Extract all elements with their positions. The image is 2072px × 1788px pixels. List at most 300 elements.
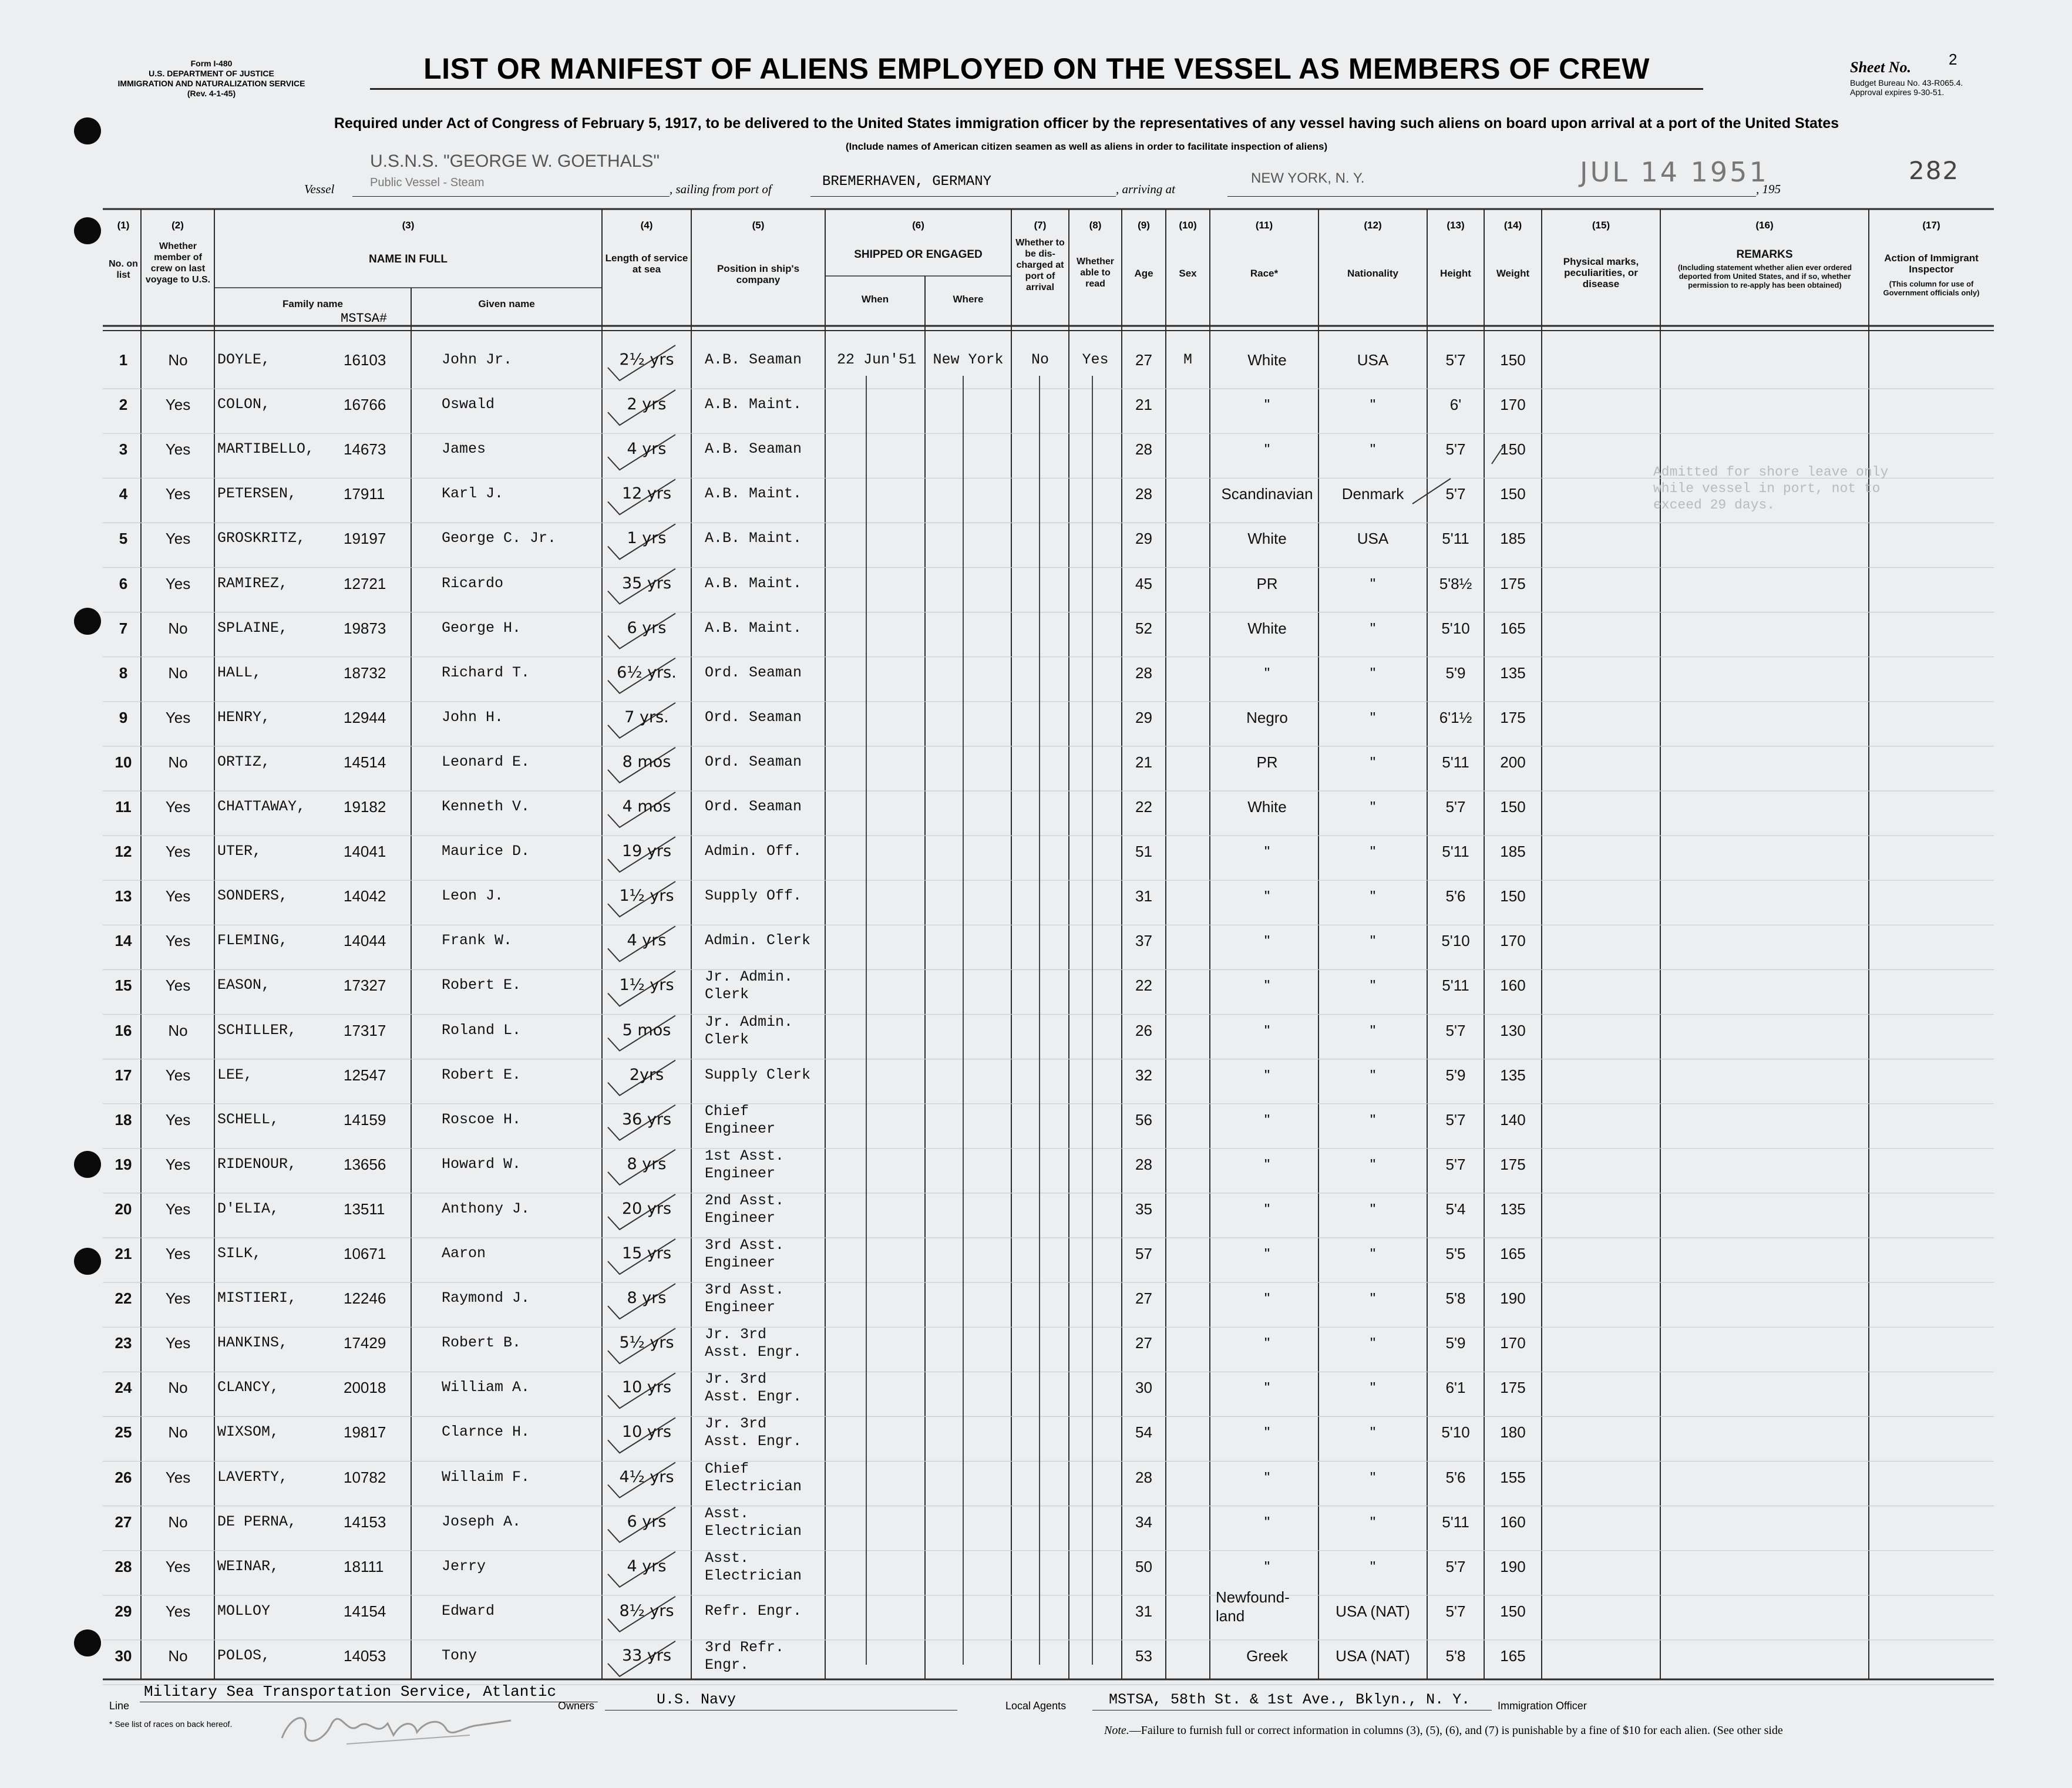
- last-voyage: Yes: [165, 708, 191, 726]
- mstsa-number: 14159: [344, 1110, 386, 1129]
- mstsa-number: 16766: [344, 396, 386, 414]
- height: 6'1: [1445, 1379, 1466, 1397]
- mstsa-number: 13656: [344, 1155, 386, 1173]
- position-line: Jr. 3rd: [705, 1371, 767, 1388]
- weight: 175: [1500, 1379, 1526, 1397]
- height: 5'8: [1445, 1646, 1466, 1665]
- length-of-service: 1½ yrs: [619, 976, 674, 995]
- row-number: 13: [115, 887, 132, 905]
- height: 5'11: [1442, 1513, 1469, 1531]
- row-number: 9: [119, 708, 128, 726]
- nationality: ": [1370, 798, 1376, 816]
- last-voyage: Yes: [165, 396, 191, 414]
- age: 30: [1135, 1379, 1152, 1397]
- page-title: LIST OR MANIFEST OF ALIENS EMPLOYED ON THE VESSEL AS MEMBERS OF CREW: [423, 52, 1650, 85]
- race: ": [1264, 977, 1270, 995]
- family-name: GROSKRITZ,: [217, 530, 306, 547]
- last-voyage: Yes: [165, 977, 191, 995]
- family-name: MISTIERI,: [217, 1289, 297, 1307]
- mstsa-number: 14053: [344, 1646, 386, 1665]
- family-name: ORTIZ,: [217, 753, 271, 770]
- weight: 170: [1500, 932, 1526, 950]
- mstsa-number: 18111: [344, 1557, 384, 1575]
- row-number: 6: [119, 574, 128, 592]
- last-voyage: Yes: [165, 932, 191, 950]
- age: 28: [1135, 664, 1152, 682]
- height: 5'9: [1445, 1334, 1466, 1352]
- position-line: Asst. Engr.: [705, 1433, 802, 1450]
- weight: 150: [1500, 351, 1526, 369]
- age: 21: [1135, 753, 1152, 771]
- given-name: Leon J.: [442, 887, 504, 905]
- header-shipped-where: Where: [953, 294, 984, 305]
- age: 27: [1135, 351, 1152, 369]
- mstsa-number: 17327: [344, 977, 386, 995]
- sex: M: [1183, 351, 1192, 368]
- race: ": [1264, 1066, 1270, 1084]
- col-num-6: (6): [912, 220, 924, 231]
- header-weight: Weight: [1496, 268, 1530, 279]
- table-row: [0, 836, 2072, 880]
- row-number: 27: [115, 1513, 132, 1531]
- length-of-service: 6½ yrs.: [617, 663, 677, 682]
- weight: 175: [1500, 574, 1526, 592]
- length-of-service: 7 yrs.: [624, 708, 669, 726]
- weight: 185: [1500, 843, 1526, 861]
- row-number: 4: [119, 485, 128, 503]
- height: 5'7: [1445, 798, 1466, 816]
- race: Scandinavian: [1221, 485, 1313, 503]
- col-num-1: (1): [117, 220, 130, 231]
- race: ": [1264, 1379, 1270, 1397]
- row-number: 16: [115, 1021, 132, 1039]
- last-voyage: Yes: [165, 1289, 191, 1308]
- race: ": [1264, 1289, 1270, 1308]
- given-name: Maurice D.: [442, 843, 530, 860]
- race: Negro: [1246, 708, 1288, 726]
- row-number: 2: [119, 396, 128, 414]
- race: ": [1264, 1110, 1270, 1129]
- table-row: [0, 1372, 2072, 1416]
- nationality: ": [1370, 932, 1376, 950]
- table-row: [0, 1640, 2072, 1685]
- weight: 165: [1500, 619, 1526, 637]
- last-voyage: Yes: [165, 1110, 191, 1129]
- able-to-read: Yes: [1082, 351, 1109, 368]
- table-row: [0, 568, 2072, 612]
- family-name: WEINAR,: [217, 1557, 280, 1575]
- row-number: 10: [115, 753, 132, 771]
- table-row: [0, 1506, 2072, 1551]
- table-row: [0, 925, 2072, 969]
- mstsa-number: 12944: [344, 708, 386, 726]
- family-name: POLOS,: [217, 1646, 271, 1664]
- include-statement: (Include names of American citizen seamen as well as aliens in order to facilitate inspection of aliens): [845, 141, 1328, 152]
- row-number: 25: [115, 1423, 132, 1442]
- age: 45: [1135, 574, 1152, 592]
- col-num-12: (12): [1364, 220, 1382, 231]
- height: 5'7: [1445, 1602, 1466, 1620]
- height: 5'7: [1445, 1557, 1466, 1575]
- footer-agents-label: Local Agents: [1005, 1700, 1067, 1712]
- age: 21: [1135, 396, 1152, 414]
- nationality: ": [1370, 977, 1376, 995]
- given-name: Karl J.: [442, 485, 504, 503]
- position: A.B. Maint.: [705, 574, 802, 592]
- height: 5'10: [1441, 1423, 1470, 1442]
- position-line: 3rd Asst.: [705, 1237, 785, 1254]
- position: A.B. Seaman: [705, 351, 802, 368]
- length-of-service: 20 yrs: [621, 1199, 672, 1218]
- race: White: [1247, 619, 1287, 637]
- family-name: HALL,: [217, 664, 262, 681]
- weight: 135: [1500, 1066, 1526, 1084]
- nationality: ": [1370, 1289, 1376, 1308]
- race: ": [1264, 1245, 1270, 1262]
- position-line: Engineer: [705, 1164, 776, 1182]
- weight: 170: [1500, 1334, 1526, 1352]
- length-of-service: 19 yrs: [621, 842, 672, 861]
- col-num-11: (11): [1255, 220, 1273, 231]
- length-of-service: 8 yrs: [627, 1154, 667, 1173]
- year-label: , 195: [1756, 182, 1781, 196]
- given-name: Edward: [442, 1602, 495, 1619]
- position-line: 1st Asst.: [705, 1147, 785, 1164]
- family-name: SPLAINE,: [217, 619, 288, 637]
- family-name: FLEMING,: [217, 932, 288, 949]
- length-of-service: 8 mos: [622, 752, 671, 771]
- col-num-2: (2): [171, 220, 184, 231]
- given-name: William A.: [442, 1379, 530, 1396]
- length-of-service: 4 yrs: [627, 931, 667, 950]
- header-name-in-full: NAME IN FULL: [368, 253, 448, 265]
- arrival-date-stamp: JUL 14 1951: [1580, 156, 1769, 188]
- remarks-line: exceed 29 days.: [1653, 497, 1775, 513]
- weight: 200: [1500, 753, 1526, 771]
- footer-officer-label: Immigration Officer: [1498, 1700, 1587, 1712]
- family-name: UTER,: [217, 843, 262, 860]
- col-num-10: (10): [1179, 220, 1197, 231]
- nationality: ": [1370, 664, 1376, 682]
- nationality: ": [1370, 708, 1376, 726]
- mstsa-number: 16103: [344, 351, 386, 369]
- table-row: [0, 880, 2072, 925]
- nationality: Denmark: [1341, 485, 1404, 503]
- age: 22: [1135, 798, 1152, 816]
- mstsa-number: 17429: [344, 1334, 386, 1352]
- header-sex: Sex: [1179, 268, 1197, 279]
- last-voyage: Yes: [165, 485, 191, 503]
- age: 31: [1135, 1602, 1152, 1620]
- race: ": [1264, 1334, 1270, 1352]
- position: A.B. Maint.: [705, 619, 802, 637]
- age: 53: [1135, 1646, 1152, 1665]
- height: 5'6: [1445, 1468, 1466, 1486]
- row-number: 30: [115, 1646, 132, 1665]
- nationality: USA (NAT): [1336, 1646, 1410, 1665]
- family-name: COLON,: [217, 396, 271, 413]
- age: 37: [1135, 932, 1152, 950]
- row-number: 19: [115, 1155, 132, 1173]
- mstsa-number: 14514: [344, 753, 386, 771]
- row-number: 23: [115, 1334, 132, 1352]
- family-name: CHATTAWAY,: [217, 798, 306, 815]
- required-statement: Required under Act of Congress of February 5, 1917, to be delivered to the United States immigration officer by the representatives of any vessel having such aliens on board upon arrival at a port of the United States: [334, 115, 1839, 132]
- position: Admin. Off.: [705, 843, 802, 860]
- col-num-14: (14): [1503, 220, 1522, 231]
- row-number: 1: [119, 351, 128, 369]
- mstsa-number: 17317: [344, 1021, 386, 1039]
- race: White: [1247, 798, 1287, 816]
- table-row: [0, 1238, 2072, 1282]
- height: 5'10: [1441, 619, 1470, 637]
- race: Greek: [1246, 1646, 1288, 1665]
- race: ": [1264, 664, 1270, 682]
- height: 6': [1449, 396, 1462, 414]
- footer-races-note: * See list of races on back hereof.: [109, 1719, 233, 1729]
- nationality: ": [1370, 887, 1376, 905]
- header-family-name: Family name: [282, 298, 343, 309]
- given-name: Kenneth V.: [442, 798, 530, 815]
- nationality: ": [1370, 1557, 1376, 1575]
- row-number: 22: [115, 1289, 132, 1308]
- nationality: ": [1370, 1334, 1376, 1352]
- height: 5'11: [1442, 530, 1469, 548]
- last-voyage: Yes: [165, 1334, 191, 1352]
- last-voyage: Yes: [165, 887, 191, 905]
- position: Ord. Seaman: [705, 753, 802, 770]
- age: 27: [1135, 1334, 1152, 1352]
- header-shipped-when: When: [861, 294, 889, 305]
- given-name: George C. Jr.: [442, 530, 557, 547]
- footer-owners-value: U.S. Navy: [657, 1691, 736, 1708]
- length-of-service: 4 mos: [622, 797, 671, 816]
- length-of-service: 8 yrs: [627, 1289, 667, 1308]
- last-voyage: No: [168, 1021, 188, 1039]
- last-voyage: Yes: [165, 1557, 191, 1575]
- height: 5'7: [1445, 485, 1466, 503]
- row-number: 24: [115, 1379, 132, 1397]
- table-row: [0, 1551, 2072, 1595]
- age: 22: [1135, 977, 1152, 995]
- row-number: 14: [115, 932, 132, 950]
- position: A.B. Seaman: [705, 440, 802, 458]
- race: ": [1264, 887, 1270, 905]
- position-line: Clerk: [705, 1031, 749, 1048]
- last-voyage: No: [168, 664, 188, 682]
- height: 5'11: [1442, 843, 1469, 861]
- age: 29: [1135, 530, 1152, 548]
- col-num-8: (8): [1089, 220, 1102, 231]
- header-discharged: Whether to be dis-charged at port of arrival: [1015, 238, 1065, 292]
- mstsa-number: 14044: [344, 932, 386, 950]
- given-name: George H.: [442, 619, 522, 637]
- last-voyage: Yes: [165, 1468, 191, 1486]
- position: Refr. Engr.: [705, 1602, 802, 1619]
- position-line: Jr. Admin.: [705, 1013, 793, 1031]
- race: ": [1264, 440, 1270, 459]
- sailing-label: , sailing from port of: [670, 182, 772, 196]
- last-voyage: No: [168, 351, 188, 369]
- age: 28: [1135, 1155, 1152, 1173]
- weight: 175: [1500, 708, 1526, 726]
- length-of-service: 4 yrs: [627, 1557, 667, 1575]
- position-line: Asst. Engr.: [705, 1388, 802, 1406]
- length-of-service: 36 yrs: [621, 1110, 672, 1129]
- mstsa-number: 17911: [344, 485, 385, 503]
- height: 5'11: [1442, 753, 1469, 771]
- length-of-service: 1½ yrs: [619, 887, 674, 905]
- col-num-7: (7): [1034, 220, 1047, 231]
- length-of-service: 33 yrs: [621, 1646, 672, 1665]
- position-line: Chief: [705, 1460, 749, 1477]
- given-name: Anthony J.: [442, 1200, 530, 1217]
- age: 28: [1135, 1468, 1152, 1486]
- position: A.B. Maint.: [705, 485, 802, 503]
- position-line: Chief: [705, 1102, 749, 1120]
- given-name: Tony: [442, 1646, 477, 1664]
- table-row: [0, 389, 2072, 433]
- age: 57: [1135, 1245, 1152, 1262]
- mstsa-number: 14153: [344, 1513, 386, 1531]
- height: 5'9: [1445, 1066, 1466, 1084]
- weight: 190: [1500, 1557, 1526, 1575]
- table-row: [0, 1282, 2072, 1327]
- approval-expiry: Approval expires 9-30-51.: [1850, 87, 1945, 97]
- length-of-service: 5 mos: [622, 1021, 671, 1039]
- position: Ord. Seaman: [705, 798, 802, 815]
- length-of-service: 8½ yrs: [619, 1601, 674, 1620]
- age: 56: [1135, 1110, 1152, 1129]
- weight: 135: [1500, 664, 1526, 682]
- mstsa-number: 12547: [344, 1066, 386, 1084]
- height: 5'7: [1445, 1021, 1466, 1039]
- last-voyage: No: [168, 1646, 188, 1665]
- mstsa-number: 14042: [344, 887, 386, 905]
- header-physical-marks: Physical marks, peculiarities, or disease: [1563, 256, 1639, 289]
- footer-agents-value: MSTSA, 58th St. & 1st Ave., Bklyn., N. Y.: [1109, 1691, 1471, 1708]
- row-number: 5: [119, 530, 128, 548]
- position-line: Engineer: [705, 1120, 776, 1137]
- race: ": [1264, 1200, 1270, 1218]
- family-name: LEE,: [217, 1066, 253, 1083]
- length-of-service: 2 yrs: [627, 395, 667, 414]
- header-able-to-read: Whether able to read: [1077, 257, 1114, 289]
- given-name: Frank W.: [442, 932, 513, 949]
- table-row: [0, 1015, 2072, 1059]
- last-voyage: Yes: [165, 574, 191, 592]
- age: 27: [1135, 1289, 1152, 1308]
- family-name: D'ELIA,: [217, 1200, 280, 1217]
- length-of-service: 1 yrs: [627, 529, 667, 548]
- position-line: Engineer: [705, 1254, 776, 1271]
- position-line: Jr. 3rd: [705, 1415, 767, 1433]
- family-name: MARTIBELLO,: [217, 440, 315, 458]
- family-name: MOLLOY: [217, 1602, 271, 1619]
- weight: 185: [1500, 530, 1526, 548]
- height: 5'7: [1445, 1155, 1466, 1173]
- footer-note-text: —Failure to furnish full or correct information in columns (3), (5), (6), and (7) is punishable by a fine of $10 for each alien. (See other side: [1129, 1724, 1783, 1737]
- length-of-service: 12 yrs: [621, 484, 672, 503]
- last-voyage: No: [168, 1379, 188, 1397]
- position: Ord. Seaman: [705, 708, 802, 726]
- given-name: John Jr.: [442, 351, 513, 368]
- length-of-service: 10 yrs: [621, 1423, 672, 1442]
- weight: 165: [1500, 1646, 1526, 1665]
- age: 28: [1135, 440, 1152, 459]
- position-line: 3rd Asst.: [705, 1281, 785, 1299]
- given-name: Roscoe H.: [442, 1110, 522, 1128]
- col-num-9: (9): [1138, 220, 1150, 231]
- last-voyage: Yes: [165, 1155, 191, 1173]
- nationality: ": [1370, 396, 1376, 414]
- given-name: Raymond J.: [442, 1289, 530, 1307]
- col-num-3: (3): [402, 220, 415, 231]
- col-num-5: (5): [752, 220, 765, 231]
- age: 34: [1135, 1513, 1152, 1531]
- family-name: RIDENOUR,: [217, 1155, 297, 1173]
- table-row: [0, 657, 2072, 702]
- age: 54: [1135, 1423, 1152, 1442]
- race-line: land: [1216, 1607, 1245, 1625]
- nationality: ": [1370, 1423, 1376, 1442]
- shipped-when: 22 Jun'51: [836, 351, 917, 368]
- header-inspector-action: Action of Immigrant Inspector: [1884, 252, 1979, 275]
- shipped-where: New York: [933, 351, 1004, 368]
- family-name: DE PERNA,: [217, 1513, 297, 1530]
- age: 52: [1135, 619, 1152, 637]
- length-of-service: 2yrs: [629, 1065, 664, 1084]
- given-name: Richard T.: [442, 664, 530, 681]
- table-row: [0, 523, 2072, 567]
- position-line: Jr. Admin.: [705, 968, 793, 986]
- nationality: ": [1370, 843, 1376, 861]
- position-line: 3rd Refr.: [705, 1638, 785, 1656]
- mstsa-number: 10671: [344, 1245, 386, 1262]
- weight: 160: [1500, 977, 1526, 995]
- age: 32: [1135, 1066, 1152, 1084]
- family-name: HENRY,: [217, 708, 271, 726]
- last-voyage: Yes: [165, 1066, 191, 1084]
- position-line: Clerk: [705, 986, 749, 1004]
- mstsa-number: 14041: [344, 843, 386, 861]
- position-line: Asst.: [705, 1504, 749, 1522]
- arriving-label: , arriving at: [1116, 182, 1175, 196]
- mstsa-number: 14154: [344, 1602, 386, 1620]
- header-race: Race*: [1250, 268, 1279, 279]
- row-number: 8: [119, 664, 128, 682]
- nationality: ": [1370, 1200, 1376, 1218]
- footer-line-value: Military Sea Transportation Service, Atlantic: [144, 1683, 557, 1701]
- mstsa-number: 13511: [344, 1200, 385, 1218]
- header-position: Position in ship's company: [717, 263, 800, 285]
- race: PR: [1256, 753, 1278, 771]
- weight: 140: [1500, 1110, 1526, 1129]
- weight: 135: [1500, 1200, 1526, 1218]
- age: 26: [1135, 1021, 1152, 1039]
- position: Ord. Seaman: [705, 664, 802, 681]
- last-voyage: Yes: [165, 1200, 191, 1218]
- last-voyage: Yes: [165, 798, 191, 816]
- race: ": [1264, 1557, 1270, 1575]
- row-number: 29: [115, 1602, 132, 1620]
- race: White: [1247, 530, 1287, 548]
- height: 5'8: [1445, 1289, 1466, 1308]
- vessel-type: Public Vessel - Steam: [370, 176, 485, 189]
- nationality: ": [1370, 753, 1376, 771]
- row-number: 12: [115, 843, 132, 861]
- vessel-name: U.S.N.S. "GEORGE W. GOETHALS": [370, 151, 660, 171]
